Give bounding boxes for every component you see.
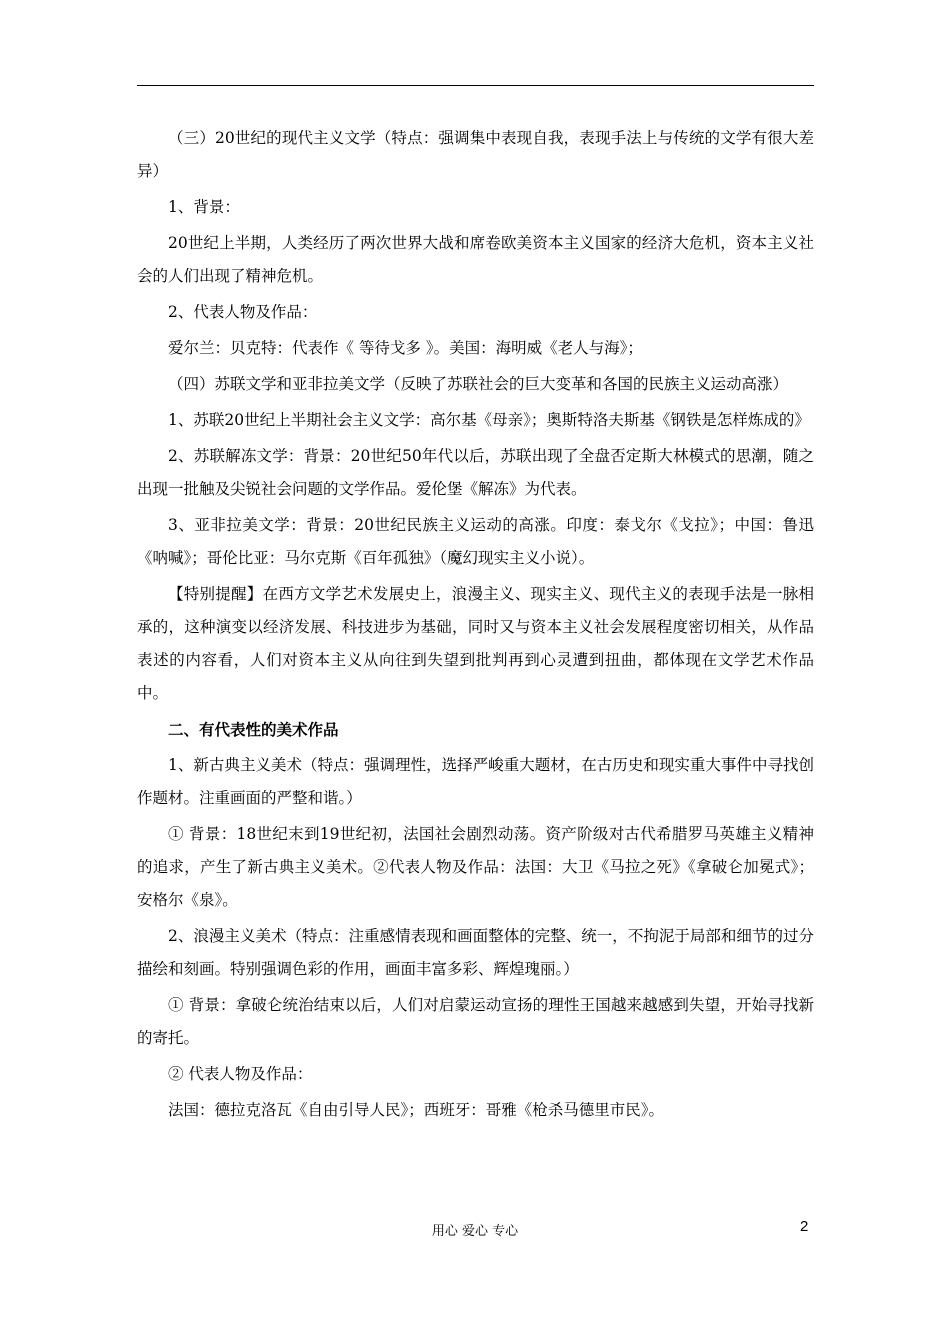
romantic-bg: ① 背景：拿破仑统治结束以后，人们对启蒙运动宣扬的理性王国越来越感到失望，开始寻找新的寄托。 [137,996,814,1047]
romantic-title: 2、浪漫主义美术（特点：注重感情表现和画面整体的完整、统一，不拘泥于局部和细节的过分描绘和刻画。特别强调色彩的作用，画面丰富多彩、辉煌瑰丽。） [137,927,814,978]
footer-slogan: 用心 爱心 专心 [431,1224,519,1239]
special-note: 【特别提醒】在西方文学艺术发展史上，浪漫主义、现实主义、现代主义的表现手法是一脉相承的，这种演变以经济发展、科技进步为基础，同时又与资本主义社会发展程度密切相关，从作品表述的内容看，人们对资本主义从向往到失望到批判再到心灵遭到扭曲，都体现在文学艺术作品中。 [137,585,814,702]
modernism-bg-label: 1、背景： [168,198,240,216]
romantic-reps-text: 法国：德拉克洛瓦《自由引导人民》；西班牙：哥雅《枪杀马德里市民》。 [168,1101,665,1119]
soviet-title: （四）苏联文学和亚非拉美文学（反映了苏联社会的巨大变革和各国的民族主义运动高涨） [168,375,789,393]
page-number: 2 [800,1218,809,1235]
soviet-item-2: 2、苏联解冻文学：背景：20世纪50年代以后，苏联出现了全盘否定斯大林模式的思潮，随之出现一批触及尖锐社会问题的文学作品。爱伦堡《解冻》为代表。 [137,447,814,498]
soviet-item-1: 1、苏联20世纪上半期社会主义文学：高尔基《母亲》；奥斯特洛夫斯基《钢铁是怎样炼成的》 [168,411,810,429]
modernism-reps-label: 2、代表人物及作品： [168,303,318,321]
document-body [137,122,814,1130]
neoclassical-body: ① 背景：18世纪末到19世纪初，法国社会剧烈动荡。资产阶级对古代希腊罗马英雄主义精神的追求，产生了新古典主义美术。②代表人物及作品：法国：大卫《马拉之死》《拿破仑加冕式》；安格尔《泉》。 [137,825,814,909]
modernism-reps-text: 爱尔兰：贝克特：代表作《 等待戈多 》。美国：海明威《老人与海》； [168,339,643,357]
header-rule [137,85,814,86]
modernism-title: （三）20世纪的现代主义文学（特点：强调集中表现自我，表现手法上与传统的文学有很大差异） [137,129,814,180]
romantic-reps-label: ② 代表人物及作品： [168,1065,313,1083]
neoclassical-title: 1、新古典主义美术（特点：强调理性，选择严峻重大题材，在古历史和现实重大事件中寻找创作题材。注重画面的严整和谐。） [137,756,814,807]
afro-latin-item-3: 3、亚非拉美文学：背景：20世纪民族主义运动的高涨。印度：泰戈尔《戈拉》；中国：鲁迅《呐喊》；哥伦比亚：马尔克斯《百年孤独》（魔幻现实主义小说）。 [137,516,814,567]
modernism-bg-text: 20世纪上半期，人类经历了两次世界大战和席卷欧美资本主义国家的经济大危机，资本主义社会的人们出现了精神危机。 [137,234,814,285]
art-section-heading: 二、有代表性的美术作品 [168,720,339,739]
